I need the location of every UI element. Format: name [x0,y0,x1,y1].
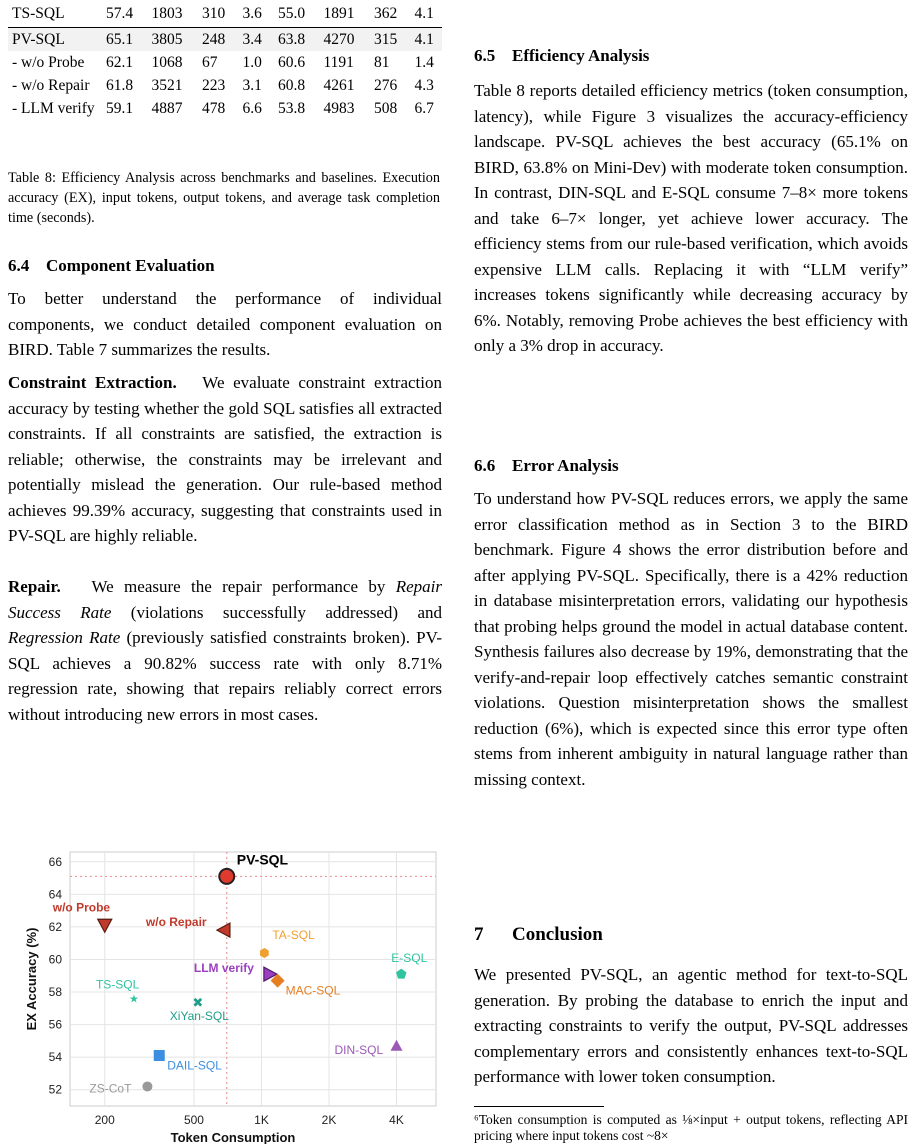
table-row [8,51,442,74]
table-cell: 4.1 [406,2,442,28]
table-cell: 62.1 [106,54,134,71]
table-row [8,28,442,52]
x-tick-label: 4K [389,1113,404,1127]
marker-e-sql [396,969,406,979]
table-cell: 6.7 [414,100,434,117]
table-cell: 4.3 [414,77,434,94]
table-cell: 3.6 [235,2,270,28]
table-cell: 3.4 [235,28,270,52]
marker-xiyan-sql: ✖ [192,995,204,1011]
table-cell: 55.0 [270,2,316,28]
x-tick-label: 200 [94,1113,115,1127]
y-axis-label: EX Accuracy (%) [24,927,39,1031]
footnote: ⁶Token consumption is computed as ⅛×input + output tokens, reflecting API pricing where input tokens cost ~8× [474,1112,908,1143]
table-cell: 1.4 [414,54,434,71]
table-cell: 1068 [151,54,183,71]
table-cell: 3805 [144,28,195,52]
marker-dail-sql [154,1050,165,1061]
table-cell-method: - w/o Repair [12,77,90,94]
marker-w-o-probe [98,919,112,932]
y-tick-label: 56 [48,1017,62,1032]
point-label-xiyan-sql: XiYan-SQL [169,1008,229,1023]
table-row [8,2,442,28]
table-cell: 65.1 [98,28,144,52]
x-tick-label: 500 [183,1113,204,1127]
table-cell: 4.1 [406,28,442,52]
y-tick-label: 66 [48,854,62,869]
table-cell-method: - LLM verify [12,100,95,117]
point-label-ts-sql: TS-SQL [95,977,140,992]
footnote-rule [474,1106,604,1107]
paragraph-repair: Repair. We measure the repair performance by Repair Success Rate (violations successfully addressed) and Regression Rate (previously satisfied constraints broken). PV-SQL achieves a 90.82% success rate with only 8.71% regression rate, showing that repairs reliably correct errors without introducing new errors in most cases. [8,577,443,724]
point-label-llm-verify: LLM verify [193,961,254,976]
table-cell: 60.8 [277,77,306,94]
point-label-zs-cot: ZS-CoT [89,1081,132,1096]
point-label-w-o-repair: w/o Repair [145,915,207,930]
x-tick-label: 1K [254,1113,269,1127]
table-cell-method: PV-SQL [8,28,98,52]
paragraph-conclusion: We presented PV-SQL, an agentic method for text-to-SQL generation. By probing the database to enrich the input and extracting constraints to verify the output, PV-SQL addresses complementary errors and consistently enhances text-to-SQL performance with lower token consumption. [474,965,908,1086]
point-label-e-sql: E-SQL [391,951,428,966]
table-cell: 57.4 [98,2,144,28]
table-cell: 1191 [323,54,354,71]
scatter-chart [8,838,442,1144]
paragraph-efficiency: Table 8 reports detailed efficiency metrics (token consumption, latency), while Figure 3 visualizes the accuracy-efficiency landscape. PV-SQL achieves the best accuracy (65.1% on BIRD, 63.8% on Mini-Dev) with moderate token consumption. In contrast, DIN-SQL and E-SQL consume 7–8× more tokens and take 6–7× longer, yet achieve lower accuracy. The efficiency stems from our rule-based verification, which avoids expensive LLM calls. Replacing it with “LLM verify” increases tokens significantly while decreasing accuracy by 6%. Notably, removing Probe achieves the best efficiency with only a 3% drop in accuracy. [474,81,908,355]
y-tick-label: 64 [48,887,62,902]
table-cell: 4887 [151,100,183,117]
point-label-din-sql: DIN-SQL [334,1042,384,1057]
marker-pv-sql [219,869,234,884]
table-cell: 61.8 [106,77,134,94]
table-row [8,97,442,120]
section-heading-6-6: 6.6 Error Analysis [474,456,619,475]
table-cell: 3.1 [242,77,262,94]
x-tick-label: 2K [321,1113,337,1127]
table-cell: 276 [373,77,398,94]
table-caption: Table 8: Efficiency Analysis across benchmarks and baselines. Execution accuracy (EX), input tokens, output tokens, and average task completion time (seconds). [8,170,440,226]
point-label-mac-sql: MAC-SQL [285,983,341,998]
section-heading-7: 7 Conclusion [474,924,603,945]
y-tick-label: 62 [48,919,62,934]
run-in-heading-constraint-extraction: Constraint Extraction. [8,373,177,392]
point-label-dail-sql: DAIL-SQL [167,1058,222,1073]
table-cell: 223 [202,77,226,94]
table-cell: 478 [202,100,226,117]
table-cell: 3521 [151,77,183,94]
run-in-heading-repair: Repair. [8,577,61,596]
marker-ts-sql: ★ [129,992,139,1006]
table-cell: 315 [366,28,406,52]
table-cell: 1891 [315,2,366,28]
table-cell: 4261 [323,77,355,94]
table-cell: 6.6 [242,100,262,117]
x-axis-label: Token Consumption [170,1130,296,1144]
table-cell-method: TS-SQL [8,2,98,28]
marker-din-sql [391,1040,403,1051]
paragraph-component-intro: To better understand the performance of individual components, we conduct detailed component evaluation on BIRD. Table 7 summarizes the results. [8,289,442,359]
table-cell-method: - w/o Probe [12,54,85,71]
point-label-w-o-probe: w/o Probe [52,900,111,915]
y-tick-label: 54 [48,1050,62,1065]
point-label-pv-sql: PV-SQL [236,851,289,868]
table-cell: 508 [373,100,398,117]
table-cell: 4983 [323,100,355,117]
table-cell: 59.1 [106,100,134,117]
table-cell: 1.0 [242,54,262,71]
table-cell: 310 [194,2,234,28]
section-heading-6-5: 6.5 Efficiency Analysis [474,46,650,65]
y-tick-label: 58 [48,985,62,1000]
section-heading-6-4: 6.4 Component Evaluation [8,256,215,275]
table-cell: 362 [366,2,406,28]
table-cell: 4270 [315,28,366,52]
table-cell: 63.8 [270,28,316,52]
paragraph-error-analysis: To understand how PV-SQL reduces errors, we apply the same error classification method as in Section 3 to the BIRD benchmark. Figure 4 shows the error distribution before and after applying PV-SQL. Specifically, there is a 42% reduction in database misinterpretation errors, validating our hypothesis that probing helps ground the model in actual database content. Synthesis failures also decrease by 19%, demonstrating that the verify-and-repair loop effectively catches semantic constraint violations. Question misinterpretation shows the smallest reduction (6%), which is expected since this error type often stems from inherent ambiguity in natural language rather than missing context. [474,489,908,789]
term-regression-rate: Regression Rate [8,628,121,647]
term-repair-success-rate: Repair Success Rate [8,577,442,622]
marker-w-o-repair [217,923,230,937]
table-cell: 1803 [144,2,195,28]
table-cell: 81 [373,54,390,71]
marker-zs-cot [142,1081,152,1091]
table-cell: 67 [202,54,218,71]
accuracy-efficiency-figure [8,838,442,1144]
point-label-ta-sql: TA-SQL [272,927,315,942]
y-tick-label: 52 [48,1082,62,1097]
efficiency-table [8,2,442,120]
table-cell: 53.8 [277,100,306,117]
y-tick-label: 60 [48,952,62,967]
table-cell: 248 [194,28,234,52]
table-cell: 60.6 [277,54,306,71]
paragraph-constraint-extraction: Constraint Extraction. We evaluate constraint extraction accuracy by testing whether the gold SQL satisfies all extracted constraints. If all constraints are satisfied, the extraction is reliable; otherwise, the constraints may be irrelevant and potentially mislead the generation. Our rule-based method achieves 99.39% accuracy, suggesting that constraints used in PV-SQL are highly reliable. [8,373,442,545]
table-row [8,74,442,97]
